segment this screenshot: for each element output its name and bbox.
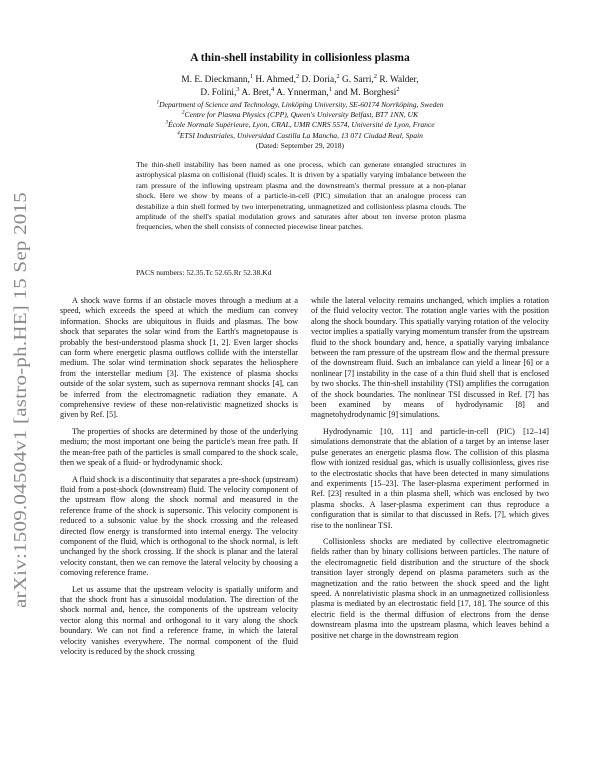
paragraph: Let us assume that the upstream velocity is spatially uniform and that the shock front has a sinusoidal modulation. The direction of the shock normal and, hence, the components of the upstream velocity vector along this normal and orthogonal to it vary along the shock boundary. We can not find a reference frame, in which the lateral velocity vanishes everywhere. The normal component of the fluid velocity is reduced by the shock crossing	[60, 584, 298, 656]
paragraph: while the lateral velocity remains unchanged, which implies a rotation of the fluid velocity vector. The rotation angle varies with the position along the shock boundary. This spatially varying rotation of the velocity vector implies a spatially varying momentum transfer from the upstream fluid to the shock boundary and, hence, a spatially varying imbalance between the ram pressure of the upstream flow and the thermal pressure of the downstream fluid. Such an imbalance can yield a linear [6] or a nonlinear [7] instability in the case of a thin fluid shell that is enclosed by two shocks. The thin-shell instability (TSI) amplifies the corrugation of the shock boundaries. The nonlinear TSI discussed in Ref. [7] has been examined by means of hydrodynamic [8] and magnetohydrodynamic [9] simulations.	[311, 296, 549, 420]
author: D. Folini,	[200, 88, 237, 98]
affiliation: Department of Science and Technology, Linköping University, SE-60174 Norrköping, Sweden	[159, 100, 444, 109]
paragraph: A shock wave forms if an obstacle moves through a medium at a speed, which exceeds the speed at which the medium can convey information. Shocks are ubiquitous in fluids and plasmas. The bow shock that separates the solar wind from the Earth's magnetopause is probably the best-understood plasma shock [1, 2]. Even larger shocks can form where energetic plasma outflows collide with the interstellar medium. The solar wind termination shock separates the heliosphere from the interstellar medium [3]. The existence of plasma shocks outside of the solar system, such as supernova remnant shocks [4], can be inferred from the electromagnetic radiation they emanate. A comprehensive review of these non-relativistic magnetized shocks is given by Ref. [5].	[60, 296, 298, 420]
author: G. Sarri,	[341, 75, 374, 85]
abstract: The thin-shell instability has been named as one process, which can generate entangled structures in astrophysical plasma on collisional (fluid) scales. It is driven by a spatially varying imbalance between the ram pressure of the inflowing upstream plasma and the downstream's thermal pressure at a non-planar shock. Here we show by means of a particle-in-cell (PIC) simulation that an analogue process can destabilize a thin shell formed by two interpenetrating, unmagnetized and collisionless plasma clouds. The amplitude of the shell's spatial modulation grows and saturates after about ten inverse proton plasma frequencies, when the shell consists of connected piecewise linear patches.	[136, 160, 466, 232]
author-list: M. E. Dieckmann,$^1$ H. Ahmed,$^2$ D. Doria,$^2$ G. Sarri,$^2$ R. Walder, D. Folini,$^3$ A. Bret,$^4$ A. Ynnerman,$^1$ and M. Borghesi$^2$	[181, 72, 419, 98]
affiliations: $^1$Department of Science and Technology, Linköping University, SE-60174 Norrköping, Sweden $^2$Centre for Plasma Physics (CPP), Queen's University Belfast, BT7 1NN, UK $^3$École Normale Supérieure, Lyon, CRAL, UMR CNRS 5574, Université de Lyon, France $^4$ETSI Industriales, Universidad Castilla La Mancha, 13 071 Ciudad Real, Spain (Dated: September 29, 2018)	[90, 100, 510, 151]
paragraph: Collisionless shocks are mediated by collective electromagnetic fields rather than by binary collisions between particles. The nature of the electromagnetic field distribution and the structure of the shock transition layer strongly depend on plasma parameters such as the magnetization and the ratio between the shock speed and the light speed. A nonrelativistic plasma shock in an unmagnetized collisionless plasma is mediated by an electrostatic field [17, 18]. The source of this electric field is the thermal diffusion of electrons from the dense downstream plasma into the upstream plasma, which leaves behind a positive net charge in the downstream region	[311, 536, 549, 640]
arxiv-watermark	[2, 190, 36, 610]
affiliation: École Normale Supérieure, Lyon, CRAL, UMR CNRS 5574, Université de Lyon, France	[167, 120, 435, 130]
author: D. Doria,	[301, 75, 337, 85]
paragraph: The properties of shocks are determined by those of the underlying medium; the most important one being the particle's mean free path. If the mean-free path of the particles is small compared to the shock scale, then we speak of a fluid- or hydrodynamic shock.	[60, 426, 298, 468]
date-line: (Dated: September 29, 2018)	[255, 140, 345, 150]
right-column	[311, 296, 549, 647]
pacs-numbers: PACS numbers: 52.35.Tc 52.65.Rr 52.38.Kd	[136, 268, 272, 277]
left-column	[60, 296, 298, 663]
author: and M. Borghesi	[334, 88, 397, 98]
paragraph: Hydrodynamic [10, 11] and particle-in-cell (PIC) [12–14] simulations demonstrate that the ablation of a target by an intense laser pulse generates an energetic plasma flow. The collision of this plasma flow with ionized residual gas, which is usually collisionless, gives rise to the electrostatic shocks that have been detected in many simulations and experiments [15–23]. The laser-plasma experiment performed in Ref. [23] resulted in a thin plasma shell, which was enclosed by two plasma shocks. A laser-plasma experiment can thus reproduce a configuration that is similar to that discussed in Refs. [7], which gives rise to the nonlinear TSI.	[311, 426, 549, 530]
affiliation: Centre for Plasma Physics (CPP), Queen's University Belfast, BT7 1NN, UK	[184, 110, 419, 120]
affiliation: ETSI Industriales, Universidad Castilla La Mancha, 13 071 Ciudad Real, Spain	[179, 130, 423, 140]
author: M. E. Dieckmann,	[181, 75, 250, 85]
author: R. Walder,	[379, 75, 419, 85]
author: A. Ynnerman,	[276, 88, 329, 98]
author: H. Ahmed,	[255, 75, 296, 85]
arxiv-id: arXiv:1509.04504v1 [astro-ph.HE] 15 Sep 2015	[10, 251, 30, 608]
paragraph: A fluid shock is a discontinuity that separates a pre-shock (upstream) fluid from a post-shock (downstream) fluid. The velocity component of the upstream flow along the shock normal and measured in the reference frame of the shock is supersonic. This velocity component is reduced to a subsonic value by the shock crossing and the released directed flow energy is transformed into internal energy. The velocity component of the fluid, which is orthogonal to the shock normal, is left unchanged by the shock crossing. If the shock is planar and the lateral velocity constant, then we can remove the lateral velocity by choosing a comoving reference frame.	[60, 474, 299, 578]
author: A. Bret,	[241, 88, 272, 98]
paper-title: A thin-shell instability in collisionless plasma	[190, 52, 410, 64]
